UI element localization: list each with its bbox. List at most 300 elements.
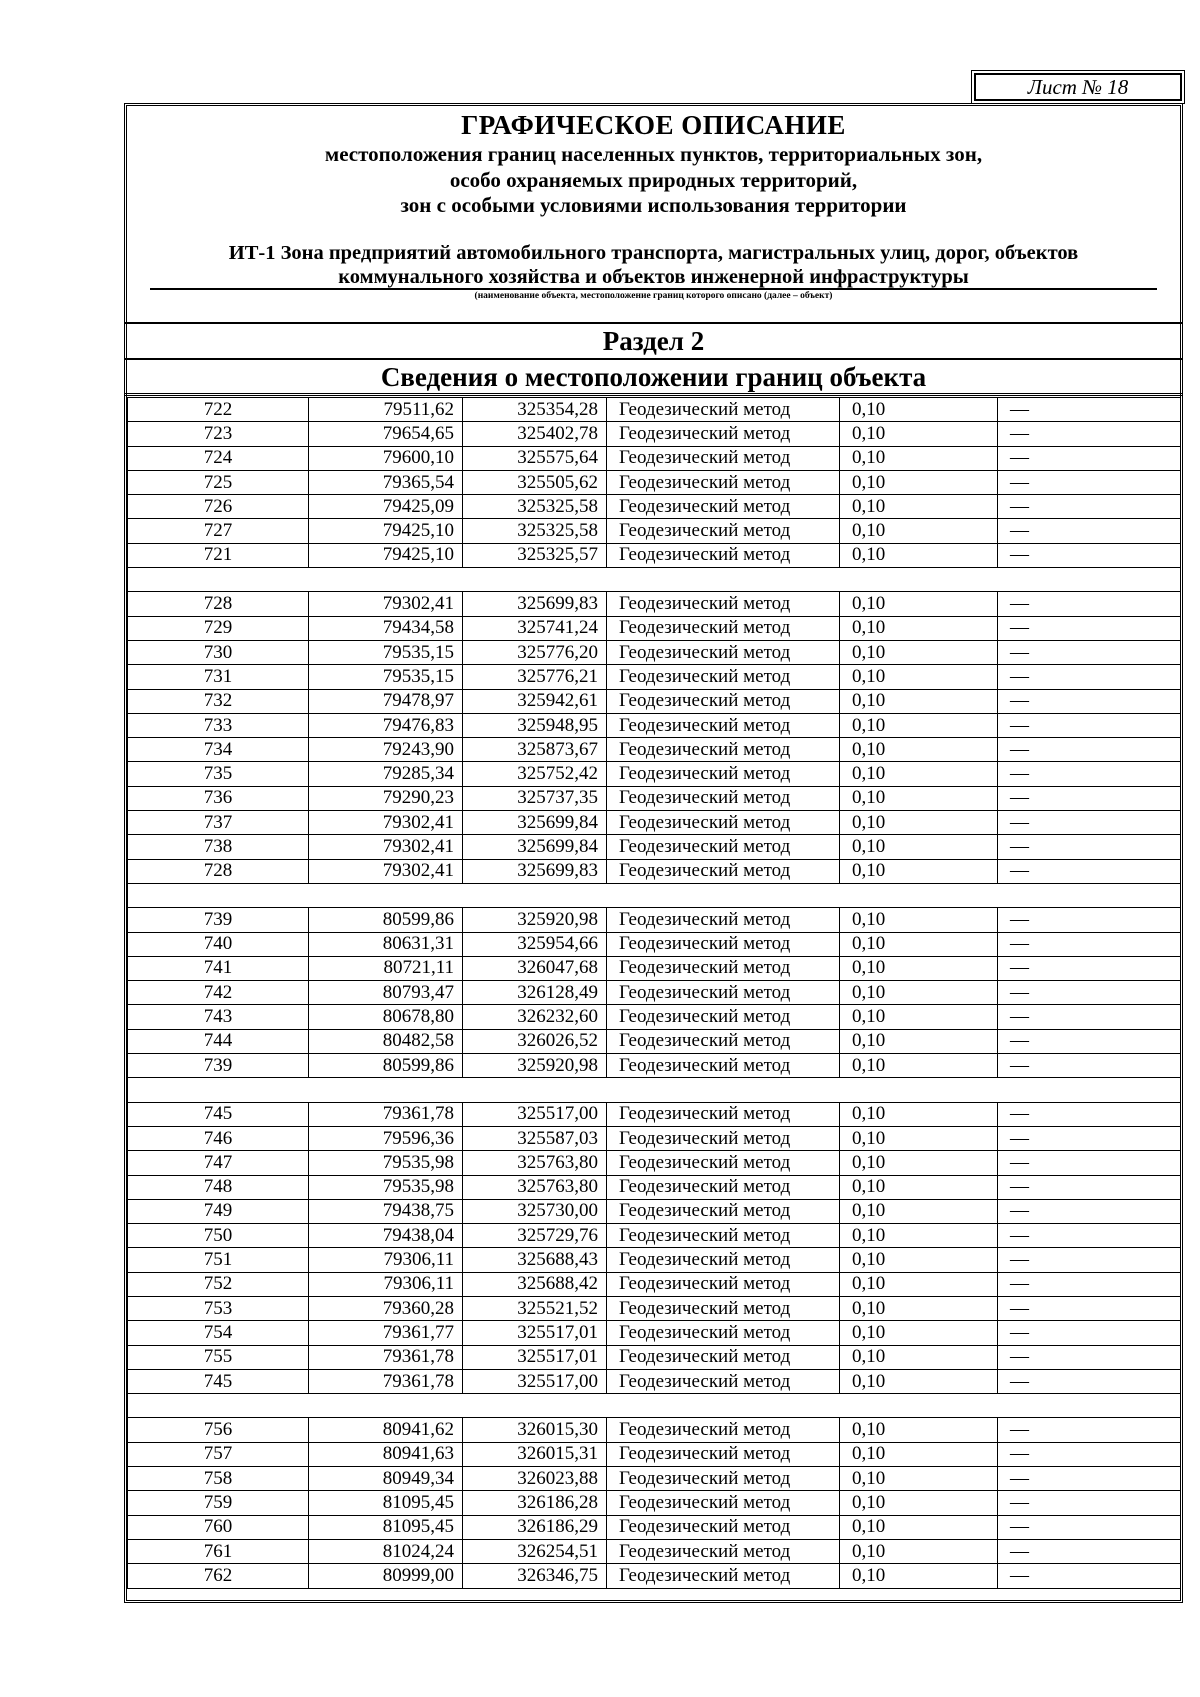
accuracy-cell: 0,10 <box>840 786 998 810</box>
y-coordinate-cell: 326254,51 <box>463 1539 607 1563</box>
y-coordinate-cell: 325741,24 <box>463 616 607 640</box>
method-cell: Геодезический метод <box>607 956 840 980</box>
table-row <box>128 1369 1181 1393</box>
x-coordinate-cell: 80721,11 <box>309 956 463 980</box>
note-cell: — <box>998 738 1181 762</box>
empty-cell <box>607 1394 840 1418</box>
table-row <box>128 738 1181 762</box>
document-title: ГРАФИЧЕСКОЕ ОПИСАНИЕ <box>461 110 846 140</box>
point-number-cell: 760 <box>128 1515 309 1539</box>
x-coordinate-cell: 80949,34 <box>309 1467 463 1491</box>
method-cell: Геодезический метод <box>607 713 840 737</box>
y-coordinate-cell: 325587,03 <box>463 1126 607 1150</box>
empty-cell <box>128 1394 309 1418</box>
note-cell: — <box>998 1491 1181 1515</box>
group-separator-row <box>128 883 1181 907</box>
table-row <box>128 932 1181 956</box>
x-coordinate-cell: 79306,11 <box>309 1272 463 1296</box>
method-cell: Геодезический метод <box>607 859 840 883</box>
accuracy-cell: 0,10 <box>840 1442 998 1466</box>
x-coordinate-cell: 79360,28 <box>309 1296 463 1320</box>
method-cell: Геодезический метод <box>607 1029 840 1053</box>
y-coordinate-cell: 326346,75 <box>463 1564 607 1588</box>
x-coordinate-cell: 79302,41 <box>309 592 463 616</box>
note-cell: — <box>998 932 1181 956</box>
y-coordinate-cell: 325776,21 <box>463 665 607 689</box>
table-row <box>128 1564 1181 1588</box>
x-coordinate-cell: 79361,77 <box>309 1321 463 1345</box>
empty-cell <box>128 568 309 592</box>
table-row <box>128 543 1181 567</box>
object-caption: (наименование объекта, местоположение границ которого описано (далее – объект) <box>474 291 833 301</box>
note-cell: — <box>998 1345 1181 1369</box>
method-cell: Геодезический метод <box>607 616 840 640</box>
y-coordinate-cell: 325948,95 <box>463 713 607 737</box>
point-number-cell: 745 <box>128 1102 309 1126</box>
x-coordinate-cell: 79535,15 <box>309 640 463 664</box>
y-coordinate-cell: 325354,28 <box>463 398 607 422</box>
accuracy-cell: 0,10 <box>840 446 998 470</box>
method-cell: Геодезический метод <box>607 543 840 567</box>
note-cell: — <box>998 811 1181 835</box>
x-coordinate-cell: 81095,45 <box>309 1491 463 1515</box>
point-number-cell: 749 <box>128 1199 309 1223</box>
y-coordinate-cell: 325575,64 <box>463 446 607 470</box>
point-number-cell: 724 <box>128 446 309 470</box>
point-number-cell: 733 <box>128 713 309 737</box>
empty-cell <box>463 1078 607 1102</box>
empty-cell <box>128 1078 309 1102</box>
x-coordinate-cell: 79302,41 <box>309 859 463 883</box>
y-coordinate-cell: 326015,30 <box>463 1418 607 1442</box>
point-number-cell: 731 <box>128 665 309 689</box>
note-cell: — <box>998 592 1181 616</box>
table-row <box>128 1491 1181 1515</box>
table-row <box>128 786 1181 810</box>
y-coordinate-cell: 325325,58 <box>463 495 607 519</box>
point-number-cell: 753 <box>128 1296 309 1320</box>
x-coordinate-cell: 79535,98 <box>309 1175 463 1199</box>
point-number-cell: 725 <box>128 470 309 494</box>
point-number-cell: 745 <box>128 1369 309 1393</box>
accuracy-cell: 0,10 <box>840 1515 998 1539</box>
method-cell: Геодезический метод <box>607 446 840 470</box>
y-coordinate-cell: 325752,42 <box>463 762 607 786</box>
accuracy-cell: 0,10 <box>840 616 998 640</box>
point-number-cell: 728 <box>128 592 309 616</box>
y-coordinate-cell: 325517,01 <box>463 1345 607 1369</box>
point-number-cell: 722 <box>128 398 309 422</box>
accuracy-cell: 0,10 <box>840 1199 998 1223</box>
note-cell: — <box>998 713 1181 737</box>
accuracy-cell: 0,10 <box>840 1102 998 1126</box>
y-coordinate-cell: 325763,80 <box>463 1175 607 1199</box>
empty-cell <box>840 1394 998 1418</box>
point-number-cell: 721 <box>128 543 309 567</box>
object-underline <box>150 288 1157 290</box>
accuracy-cell: 0,10 <box>840 1151 998 1175</box>
x-coordinate-cell: 79596,36 <box>309 1126 463 1150</box>
note-cell: — <box>998 495 1181 519</box>
note-cell: — <box>998 1054 1181 1078</box>
y-coordinate-cell: 325505,62 <box>463 470 607 494</box>
note-cell: — <box>998 1296 1181 1320</box>
accuracy-cell: 0,10 <box>840 495 998 519</box>
table-row <box>128 1029 1181 1053</box>
x-coordinate-cell: 79306,11 <box>309 1248 463 1272</box>
point-number-cell: 747 <box>128 1151 309 1175</box>
table-row <box>128 908 1181 932</box>
table-row <box>128 1126 1181 1150</box>
table-row <box>128 1102 1181 1126</box>
accuracy-cell: 0,10 <box>840 640 998 664</box>
x-coordinate-cell: 79365,54 <box>309 470 463 494</box>
point-number-cell: 755 <box>128 1345 309 1369</box>
x-coordinate-cell: 79434,58 <box>309 616 463 640</box>
method-cell: Геодезический метод <box>607 1321 840 1345</box>
accuracy-cell: 0,10 <box>840 1029 998 1053</box>
note-cell: — <box>998 1005 1181 1029</box>
point-number-cell: 761 <box>128 1539 309 1563</box>
point-number-cell: 758 <box>128 1467 309 1491</box>
table-row <box>128 1418 1181 1442</box>
note-cell: — <box>998 762 1181 786</box>
method-cell: Геодезический метод <box>607 908 840 932</box>
method-cell: Геодезический метод <box>607 665 840 689</box>
subtitle-line: зон с особыми условиями использования территории <box>400 193 907 217</box>
accuracy-cell: 0,10 <box>840 1418 998 1442</box>
x-coordinate-cell: 80599,86 <box>309 908 463 932</box>
x-coordinate-cell: 79511,62 <box>309 398 463 422</box>
table-row <box>128 616 1181 640</box>
method-cell: Геодезический метод <box>607 1175 840 1199</box>
method-cell: Геодезический метод <box>607 835 840 859</box>
point-number-cell: 736 <box>128 786 309 810</box>
method-cell: Геодезический метод <box>607 1418 840 1442</box>
method-cell: Геодезический метод <box>607 1515 840 1539</box>
empty-cell <box>463 883 607 907</box>
method-cell: Геодезический метод <box>607 1442 840 1466</box>
note-cell: — <box>998 1442 1181 1466</box>
empty-cell <box>309 568 463 592</box>
note-cell: — <box>998 616 1181 640</box>
y-coordinate-cell: 325920,98 <box>463 1054 607 1078</box>
sheet-number-label: Лист № 18 <box>974 73 1182 101</box>
y-coordinate-cell: 325402,78 <box>463 422 607 446</box>
note-cell: — <box>998 981 1181 1005</box>
group-separator-row <box>128 1394 1181 1418</box>
method-cell: Геодезический метод <box>607 495 840 519</box>
table-row <box>128 446 1181 470</box>
table-row <box>128 713 1181 737</box>
note-cell: — <box>998 956 1181 980</box>
table-row <box>128 689 1181 713</box>
method-cell: Геодезический метод <box>607 422 840 446</box>
method-cell: Геодезический метод <box>607 1296 840 1320</box>
section-title: Сведения о местоположении границ объекта <box>380 362 927 392</box>
y-coordinate-cell: 325776,20 <box>463 640 607 664</box>
empty-cell <box>607 568 840 592</box>
x-coordinate-cell: 79425,10 <box>309 543 463 567</box>
y-coordinate-cell: 326232,60 <box>463 1005 607 1029</box>
object-name-line: ИТ-1 Зона предприятий автомобильного транспорта, магистральных улиц, дорог, объектов <box>228 242 1079 264</box>
method-cell: Геодезический метод <box>607 981 840 1005</box>
table-row <box>128 1296 1181 1320</box>
x-coordinate-cell: 79302,41 <box>309 835 463 859</box>
method-cell: Геодезический метод <box>607 689 840 713</box>
accuracy-cell: 0,10 <box>840 592 998 616</box>
note-cell: — <box>998 470 1181 494</box>
empty-cell <box>463 1394 607 1418</box>
table-row <box>128 811 1181 835</box>
y-coordinate-cell: 325737,35 <box>463 786 607 810</box>
accuracy-cell: 0,10 <box>840 422 998 446</box>
table-row <box>128 592 1181 616</box>
empty-cell <box>309 883 463 907</box>
accuracy-cell: 0,10 <box>840 470 998 494</box>
table-row <box>128 1199 1181 1223</box>
y-coordinate-cell: 325688,43 <box>463 1248 607 1272</box>
method-cell: Геодезический метод <box>607 786 840 810</box>
empty-cell <box>998 883 1181 907</box>
table-row <box>128 1539 1181 1563</box>
method-cell: Геодезический метод <box>607 1369 840 1393</box>
note-cell: — <box>998 1321 1181 1345</box>
table-row <box>128 1248 1181 1272</box>
empty-cell <box>463 568 607 592</box>
accuracy-cell: 0,10 <box>840 932 998 956</box>
y-coordinate-cell: 325729,76 <box>463 1224 607 1248</box>
note-cell: — <box>998 1467 1181 1491</box>
y-coordinate-cell: 326047,68 <box>463 956 607 980</box>
document-header <box>128 107 1179 324</box>
y-coordinate-cell: 326186,28 <box>463 1491 607 1515</box>
accuracy-cell: 0,10 <box>840 1564 998 1588</box>
accuracy-cell: 0,10 <box>840 1175 998 1199</box>
table-row <box>128 859 1181 883</box>
point-number-cell: 751 <box>128 1248 309 1272</box>
x-coordinate-cell: 79302,41 <box>309 811 463 835</box>
method-cell: Геодезический метод <box>607 1199 840 1223</box>
accuracy-cell: 0,10 <box>840 1539 998 1563</box>
point-number-cell: 759 <box>128 1491 309 1515</box>
x-coordinate-cell: 79438,75 <box>309 1199 463 1223</box>
y-coordinate-cell: 325517,00 <box>463 1369 607 1393</box>
note-cell: — <box>998 543 1181 567</box>
table-row <box>128 1345 1181 1369</box>
table-row <box>128 1151 1181 1175</box>
accuracy-cell: 0,10 <box>840 835 998 859</box>
method-cell: Геодезический метод <box>607 1248 840 1272</box>
point-number-cell: 730 <box>128 640 309 664</box>
point-number-cell: 738 <box>128 835 309 859</box>
point-number-cell: 735 <box>128 762 309 786</box>
y-coordinate-cell: 326023,88 <box>463 1467 607 1491</box>
note-cell: — <box>998 422 1181 446</box>
point-number-cell: 748 <box>128 1175 309 1199</box>
accuracy-cell: 0,10 <box>840 1345 998 1369</box>
accuracy-cell: 0,10 <box>840 1126 998 1150</box>
note-cell: — <box>998 665 1181 689</box>
note-cell: — <box>998 1539 1181 1563</box>
accuracy-cell: 0,10 <box>840 738 998 762</box>
empty-cell <box>607 1078 840 1102</box>
accuracy-cell: 0,10 <box>840 1248 998 1272</box>
point-number-cell: 757 <box>128 1442 309 1466</box>
point-number-cell: 744 <box>128 1029 309 1053</box>
note-cell: — <box>998 689 1181 713</box>
accuracy-cell: 0,10 <box>840 1005 998 1029</box>
x-coordinate-cell: 80941,62 <box>309 1418 463 1442</box>
point-number-cell: 739 <box>128 1054 309 1078</box>
note-cell: — <box>998 398 1181 422</box>
y-coordinate-cell: 325954,66 <box>463 932 607 956</box>
y-coordinate-cell: 325517,00 <box>463 1102 607 1126</box>
point-number-cell: 734 <box>128 738 309 762</box>
note-cell: — <box>998 519 1181 543</box>
note-cell: — <box>998 835 1181 859</box>
point-number-cell: 746 <box>128 1126 309 1150</box>
point-number-cell: 727 <box>128 519 309 543</box>
method-cell: Геодезический метод <box>607 592 840 616</box>
note-cell: — <box>998 1564 1181 1588</box>
empty-cell <box>840 1078 998 1102</box>
point-number-cell: 752 <box>128 1272 309 1296</box>
x-coordinate-cell: 80678,80 <box>309 1005 463 1029</box>
note-cell: — <box>998 1248 1181 1272</box>
method-cell: Геодезический метод <box>607 811 840 835</box>
table-row <box>128 1515 1181 1539</box>
accuracy-cell: 0,10 <box>840 689 998 713</box>
empty-cell <box>998 1078 1181 1102</box>
point-number-cell: 742 <box>128 981 309 1005</box>
note-cell: — <box>998 1515 1181 1539</box>
method-cell: Геодезический метод <box>607 1054 840 1078</box>
y-coordinate-cell: 325521,52 <box>463 1296 607 1320</box>
x-coordinate-cell: 80482,58 <box>309 1029 463 1053</box>
empty-cell <box>309 1394 463 1418</box>
note-cell: — <box>998 1151 1181 1175</box>
accuracy-cell: 0,10 <box>840 713 998 737</box>
group-separator-row <box>128 568 1181 592</box>
table-row <box>128 762 1181 786</box>
x-coordinate-cell: 79425,10 <box>309 519 463 543</box>
accuracy-cell: 0,10 <box>840 956 998 980</box>
x-coordinate-cell: 79243,90 <box>309 738 463 762</box>
table-row <box>128 1321 1181 1345</box>
y-coordinate-cell: 325920,98 <box>463 908 607 932</box>
section-label: Раздел 2 <box>602 326 705 356</box>
x-coordinate-cell: 79654,65 <box>309 422 463 446</box>
note-cell: — <box>998 1029 1181 1053</box>
point-number-cell: 729 <box>128 616 309 640</box>
y-coordinate-cell: 325763,80 <box>463 1151 607 1175</box>
document-subtitle <box>128 142 1179 219</box>
x-coordinate-cell: 80631,31 <box>309 932 463 956</box>
x-coordinate-cell: 80793,47 <box>309 981 463 1005</box>
accuracy-cell: 0,10 <box>840 859 998 883</box>
table-row <box>128 981 1181 1005</box>
point-number-cell: 741 <box>128 956 309 980</box>
empty-cell <box>607 883 840 907</box>
point-number-cell: 756 <box>128 1418 309 1442</box>
table-row <box>128 1224 1181 1248</box>
point-number-cell: 723 <box>128 422 309 446</box>
coordinates-table <box>127 397 1181 1589</box>
point-number-cell: 750 <box>128 1224 309 1248</box>
y-coordinate-cell: 325325,58 <box>463 519 607 543</box>
y-coordinate-cell: 326026,52 <box>463 1029 607 1053</box>
x-coordinate-cell: 80999,00 <box>309 1564 463 1588</box>
empty-cell <box>128 883 309 907</box>
empty-cell <box>309 1078 463 1102</box>
x-coordinate-cell: 81024,24 <box>309 1539 463 1563</box>
table-row <box>128 1272 1181 1296</box>
x-coordinate-cell: 79285,34 <box>309 762 463 786</box>
note-cell: — <box>998 1272 1181 1296</box>
note-cell: — <box>998 1369 1181 1393</box>
method-cell: Геодезический метод <box>607 1345 840 1369</box>
x-coordinate-cell: 79290,23 <box>309 786 463 810</box>
object-name <box>128 241 1179 289</box>
table-row <box>128 956 1181 980</box>
note-cell: — <box>998 640 1181 664</box>
y-coordinate-cell: 325325,57 <box>463 543 607 567</box>
empty-cell <box>998 568 1181 592</box>
empty-cell <box>840 883 998 907</box>
method-cell: Геодезический метод <box>607 1126 840 1150</box>
x-coordinate-cell: 79600,10 <box>309 446 463 470</box>
empty-cell <box>998 1394 1181 1418</box>
accuracy-cell: 0,10 <box>840 908 998 932</box>
x-coordinate-cell: 79361,78 <box>309 1369 463 1393</box>
method-cell: Геодезический метод <box>607 1272 840 1296</box>
x-coordinate-cell: 79425,09 <box>309 495 463 519</box>
table-row <box>128 640 1181 664</box>
accuracy-cell: 0,10 <box>840 1296 998 1320</box>
group-separator-row <box>128 1078 1181 1102</box>
table-row <box>128 665 1181 689</box>
note-cell: — <box>998 1126 1181 1150</box>
method-cell: Геодезический метод <box>607 1564 840 1588</box>
table-row <box>128 519 1181 543</box>
x-coordinate-cell: 79478,97 <box>309 689 463 713</box>
method-cell: Геодезический метод <box>607 932 840 956</box>
object-name-line: коммунального хозяйства и объектов инженерной инфраструктуры <box>338 266 969 288</box>
x-coordinate-cell: 80941,63 <box>309 1442 463 1466</box>
method-cell: Геодезический метод <box>607 1151 840 1175</box>
table-row <box>128 1005 1181 1029</box>
point-number-cell: 728 <box>128 859 309 883</box>
table-row <box>128 835 1181 859</box>
y-coordinate-cell: 326015,31 <box>463 1442 607 1466</box>
note-cell: — <box>998 786 1181 810</box>
x-coordinate-cell: 79361,78 <box>309 1345 463 1369</box>
empty-cell <box>840 568 998 592</box>
point-number-cell: 762 <box>128 1564 309 1588</box>
y-coordinate-cell: 325942,61 <box>463 689 607 713</box>
note-cell: — <box>998 1102 1181 1126</box>
note-cell: — <box>998 1199 1181 1223</box>
accuracy-cell: 0,10 <box>840 543 998 567</box>
note-cell: — <box>998 859 1181 883</box>
y-coordinate-cell: 325699,83 <box>463 592 607 616</box>
accuracy-cell: 0,10 <box>840 519 998 543</box>
x-coordinate-cell: 79535,98 <box>309 1151 463 1175</box>
x-coordinate-cell: 81095,45 <box>309 1515 463 1539</box>
note-cell: — <box>998 1224 1181 1248</box>
y-coordinate-cell: 325517,01 <box>463 1321 607 1345</box>
